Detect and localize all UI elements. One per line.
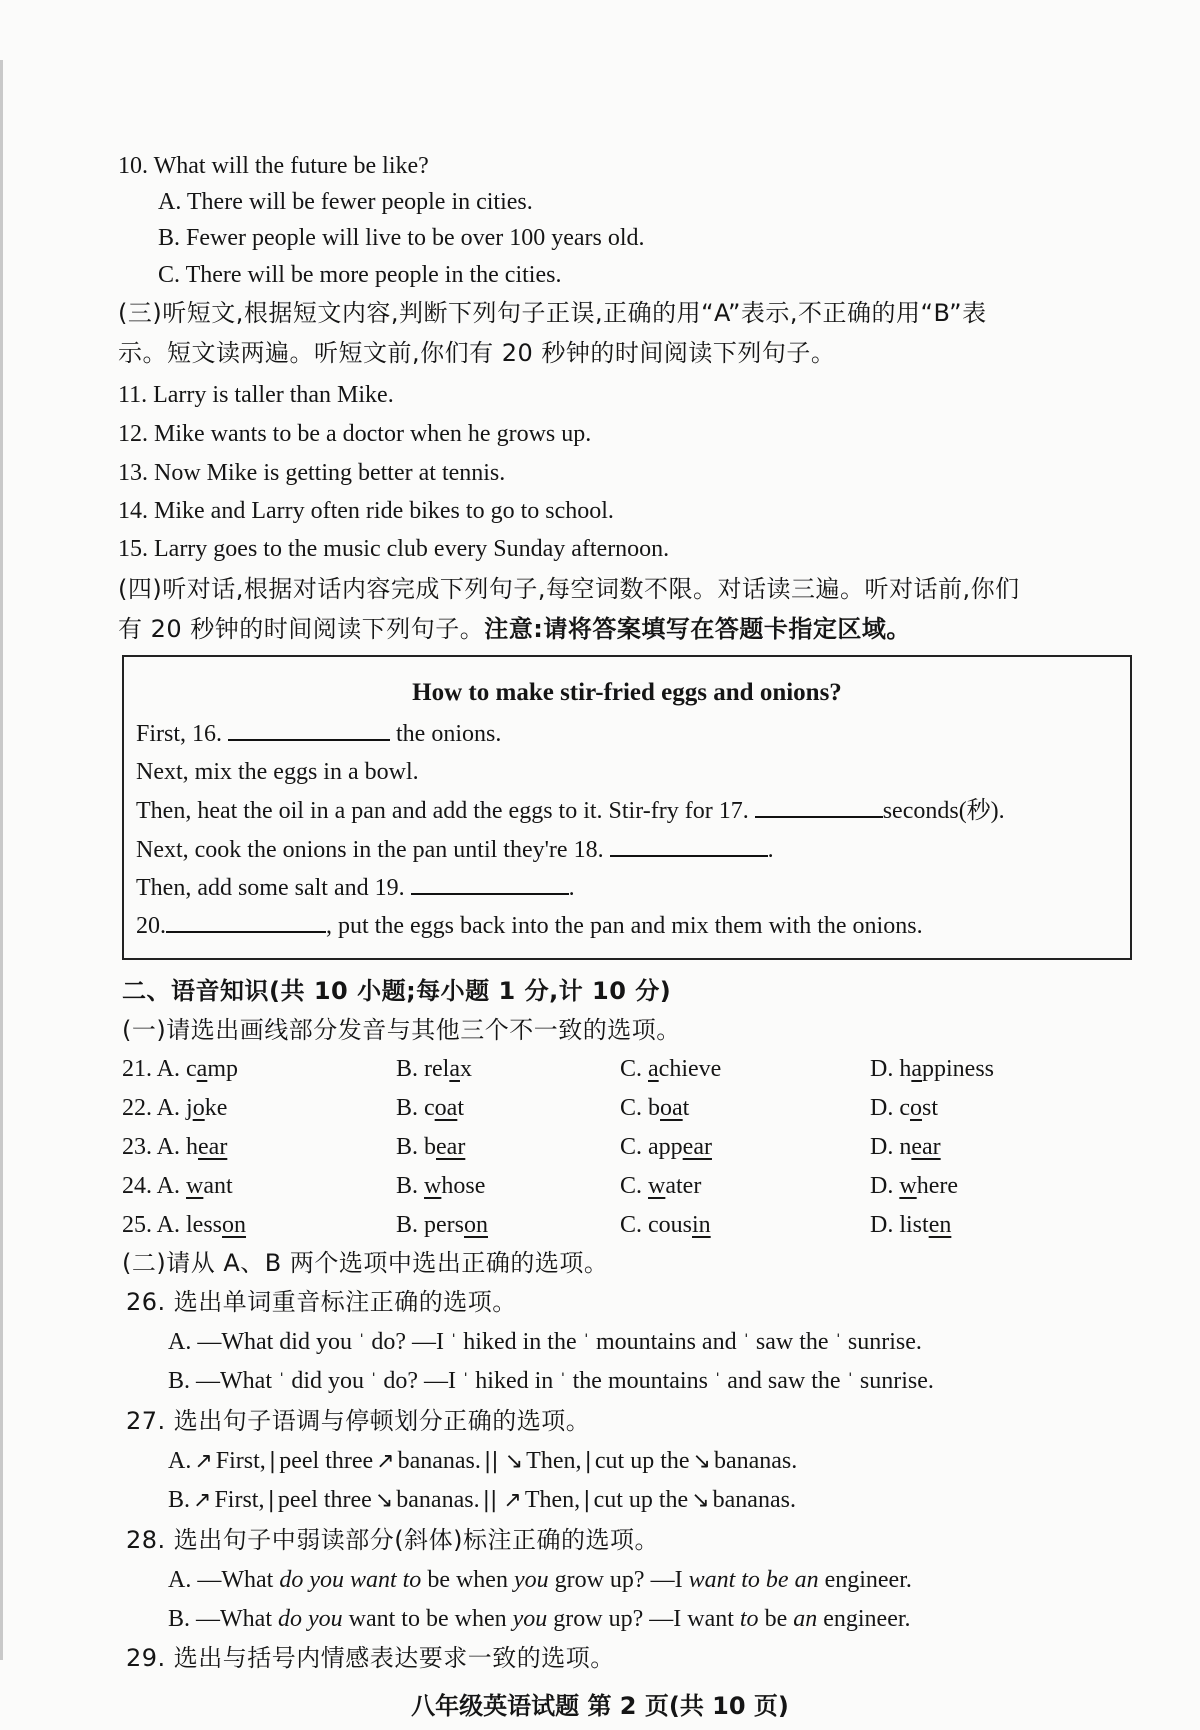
- option-text: c: [186, 1056, 197, 1082]
- underlined-letters: a: [449, 1056, 460, 1082]
- phonetic-option-22-b: [396, 1092, 464, 1124]
- option-text: C. cous: [620, 1212, 692, 1238]
- recipe-line-17-pre: Then, heat the oil in a pan and add the eggs to it. Stir-fry for 17.: [136, 798, 749, 824]
- q10-option-a: A. There will be fewer people in cities.: [158, 189, 533, 215]
- section4-heading-line2: [118, 613, 911, 646]
- q27-a-seg: bananas.: [713, 1448, 798, 1474]
- recipe-line-17-post: seconds(秒).: [882, 798, 1005, 824]
- q28-a-weak: you: [513, 1567, 549, 1593]
- q27-b-seg: First,: [214, 1487, 265, 1513]
- option-text: less: [186, 1212, 223, 1238]
- phonetic-option-23-b: [396, 1131, 465, 1163]
- recipe-line-16: [136, 717, 501, 750]
- phonetic-option-24-c: [620, 1170, 701, 1202]
- option-text: chieve: [658, 1056, 722, 1082]
- phonetic-option-24-b: [396, 1170, 485, 1202]
- q26-a-seg: mountains and: [595, 1329, 737, 1355]
- underlined-letters: w: [899, 1173, 917, 1199]
- option-text: B. rel: [396, 1056, 450, 1082]
- underlined-letters: en: [928, 1212, 952, 1238]
- option-text: C.: [620, 1056, 649, 1082]
- q26-a-seg: sunrise.: [847, 1329, 922, 1355]
- rising-arrow-icon: ↗: [193, 1488, 212, 1513]
- option-text: C.: [620, 1173, 649, 1199]
- phonetic-option-25-b: [396, 1209, 488, 1241]
- phonetic-option-23-c: [620, 1131, 712, 1163]
- recipe-line-mix: Next, mix the eggs in a bowl.: [136, 759, 419, 785]
- option-text: st: [921, 1095, 938, 1121]
- option-text: ke: [204, 1095, 228, 1121]
- q28-b-seg: be: [758, 1606, 794, 1632]
- blank-17[interactable]: [755, 794, 883, 818]
- q27-a-seg: cut up the: [594, 1448, 690, 1474]
- q26-a-seg: A. —What did you: [168, 1329, 352, 1355]
- falling-arrow-icon: ↘: [374, 1488, 394, 1513]
- recipe-line-16-post: the onions.: [396, 721, 502, 747]
- q26-b-seg: and saw the: [727, 1368, 841, 1394]
- option-text: ppiness: [922, 1056, 994, 1082]
- q27-a-seg: A.: [168, 1448, 192, 1474]
- phonetic-option-25-d: [870, 1209, 951, 1241]
- q28-a-seg: engineer.: [818, 1567, 912, 1593]
- section3-heading-line1: (三)听短文,根据短文内容,判断下列句子正误,正确的用“A”表示,不正确的用“B”表: [118, 299, 987, 327]
- pause-mark: |: [583, 1488, 591, 1513]
- option-text: j: [186, 1095, 193, 1121]
- stress-mark: ˈ: [742, 1329, 750, 1354]
- q28-a-seg: A. —What: [168, 1567, 280, 1593]
- falling-arrow-icon: ↘: [692, 1449, 711, 1474]
- double-pause-mark: ||: [482, 1488, 498, 1513]
- underlined-letters: o: [192, 1095, 205, 1121]
- q28-b-seg: B. —What: [168, 1606, 278, 1632]
- option-text: B. pers: [396, 1212, 464, 1238]
- q26-option-b: [168, 1365, 934, 1397]
- page-edge: [0, 60, 3, 1660]
- option-text: ant: [203, 1173, 233, 1199]
- q27-b-seg: B.: [168, 1487, 191, 1513]
- underlined-letters: a: [196, 1056, 208, 1082]
- underlined-letters: ear: [911, 1134, 941, 1160]
- statement-11: 11. Larry is taller than Mike.: [118, 382, 394, 408]
- phonetic-option-25-a: [122, 1209, 246, 1241]
- underlined-letters: oa: [434, 1095, 458, 1121]
- q26-option-a: [168, 1326, 922, 1358]
- phonetic-option-21-a: [122, 1053, 238, 1085]
- stress-mark: ˈ: [357, 1329, 366, 1354]
- double-pause-mark: ||: [483, 1449, 499, 1474]
- option-text: 21. A.: [122, 1056, 187, 1082]
- q27-b-seg: Then,: [524, 1487, 581, 1513]
- recipe-line-20-pre: 20.: [136, 913, 166, 939]
- statement-13: 13. Now Mike is getting better at tennis.: [118, 460, 506, 486]
- underlined-letters: ear: [436, 1134, 466, 1160]
- q10-option-c: C. There will be more people in the cities.: [158, 262, 562, 288]
- q28-a-weak: do you want to: [279, 1567, 422, 1593]
- q26-stem: 26. 选出单词重音标注正确的选项。: [126, 1288, 517, 1316]
- q28-stem: 28. 选出句子中弱读部分(斜体)标注正确的选项。: [126, 1526, 660, 1554]
- option-text: B.: [396, 1173, 425, 1199]
- option-text: C. b: [620, 1095, 661, 1121]
- rising-arrow-icon: ↗: [194, 1449, 213, 1474]
- part2-sub2: (二)请从 A、B 两个选项中选出正确的选项。: [122, 1249, 609, 1277]
- q27-a-seg: First,: [215, 1448, 266, 1474]
- falling-arrow-icon: ↘: [504, 1449, 524, 1474]
- option-text: 24. A.: [122, 1173, 187, 1199]
- option-text: B. b: [396, 1134, 437, 1160]
- option-text: t: [682, 1095, 690, 1121]
- phonetic-option-24-a: [122, 1170, 233, 1202]
- pause-mark: |: [267, 1488, 275, 1513]
- q26-b-seg: the mountains: [572, 1368, 708, 1394]
- q27-b-seg: bananas.: [712, 1487, 796, 1513]
- underlined-letters: w: [648, 1173, 666, 1199]
- section4-heading-plain: 有 20 秒钟的时间阅读下列句子。: [118, 615, 485, 643]
- part2-sub1: (一)请选出画线部分发音与其他三个不一致的选项。: [122, 1016, 681, 1044]
- phonetic-option-22-d: [870, 1092, 938, 1124]
- option-text: C. app: [620, 1134, 683, 1160]
- stress-mark: ˈ: [277, 1368, 286, 1393]
- phonetic-option-24-d: [870, 1170, 958, 1202]
- q27-b-seg: peel three: [277, 1487, 372, 1513]
- q28-a-seg: grow up? —I: [548, 1567, 689, 1593]
- q28-b-weak: an: [793, 1606, 818, 1632]
- q27-a-seg: peel three: [279, 1448, 374, 1474]
- underlined-letters: on: [222, 1212, 247, 1238]
- q26-b-seg: do? —I: [383, 1368, 456, 1394]
- underlined-letters: in: [692, 1212, 711, 1238]
- option-text: D. c: [870, 1095, 910, 1121]
- option-text: x: [459, 1056, 472, 1082]
- statement-15: 15. Larry goes to the music club every Sunday afternoon.: [118, 536, 670, 562]
- underlined-letters: w: [186, 1173, 204, 1199]
- falling-arrow-icon: ↘: [691, 1488, 710, 1513]
- stress-mark: ˈ: [449, 1329, 458, 1354]
- phonetic-option-25-c: [620, 1209, 711, 1241]
- blank-18[interactable]: [610, 833, 768, 857]
- pause-mark: |: [584, 1449, 592, 1474]
- recipe-line-20-post: , put the eggs back into the pan and mix them with the onions.: [326, 913, 923, 939]
- underlined-letters: ear: [682, 1134, 712, 1160]
- blank-20[interactable]: [166, 909, 326, 933]
- section4-heading-line1: (四)听对话,根据对话内容完成下列句子,每空词数不限。对话读三遍。听对话前,你们: [118, 575, 1020, 603]
- q27-a-seg: Then,: [526, 1448, 582, 1474]
- option-text: D. list: [870, 1212, 929, 1238]
- option-text: h: [186, 1134, 199, 1160]
- phonetic-option-23-d: [870, 1131, 941, 1163]
- phonetic-option-21-c: [620, 1053, 721, 1085]
- option-text: 25. A.: [122, 1212, 187, 1238]
- underlined-letters: w: [424, 1173, 442, 1199]
- blank-19[interactable]: [411, 871, 569, 895]
- q28-option-b: [168, 1603, 911, 1635]
- option-text: here: [916, 1173, 958, 1199]
- stress-mark: ˈ: [834, 1329, 842, 1354]
- blank-16[interactable]: [228, 717, 390, 741]
- recipe-line-18-post: .: [767, 837, 774, 863]
- rising-arrow-icon: ↗: [503, 1488, 522, 1513]
- stress-mark: ˈ: [713, 1368, 722, 1393]
- phonetic-option-21-d: [870, 1053, 994, 1085]
- recipe-line-19-pre: Then, add some salt and 19.: [136, 875, 405, 901]
- phonetic-option-22-a: [122, 1092, 227, 1124]
- recipe-line-20: [136, 909, 923, 942]
- stress-mark: ˈ: [461, 1368, 470, 1393]
- stress-mark: ˈ: [559, 1368, 567, 1393]
- option-text: 23. A.: [122, 1134, 187, 1160]
- q27-stem: 27. 选出句子语调与停顿划分正确的选项。: [126, 1407, 591, 1435]
- q10-question: 10. What will the future be like?: [118, 153, 429, 179]
- phonetic-option-23-a: [122, 1131, 227, 1163]
- option-text: D. n: [870, 1134, 912, 1160]
- q26-b-seg: hiked in: [475, 1368, 554, 1394]
- q10-option-b: B. Fewer people will live to be over 100 years old.: [158, 225, 645, 251]
- underlined-letters: o: [909, 1095, 922, 1121]
- section3-heading-line2: 示。短文读两遍。听短文前,你们有 20 秒钟的时间阅读下列句子。: [118, 339, 836, 367]
- recipe-line-18: [136, 833, 774, 866]
- q29-stem: 29. 选出与括号内情感表达要求一致的选项。: [126, 1644, 615, 1672]
- stress-mark: ˈ: [582, 1329, 590, 1354]
- q27-b-seg: bananas.: [396, 1487, 480, 1513]
- option-text: B. c: [396, 1095, 435, 1121]
- q26-a-seg: do? —I: [371, 1329, 444, 1355]
- q28-b-seg: want to be when: [342, 1606, 513, 1632]
- q27-a-seg: bananas.: [397, 1448, 481, 1474]
- underlined-letters: oa: [660, 1095, 683, 1121]
- pause-mark: |: [268, 1449, 277, 1474]
- q28-b-weak: to: [739, 1606, 759, 1632]
- option-text: mp: [207, 1056, 238, 1082]
- recipe-box: [122, 655, 1132, 960]
- option-text: D. h: [870, 1056, 912, 1082]
- q28-b-seg: engineer.: [817, 1606, 911, 1632]
- q26-a-seg: saw the: [755, 1329, 829, 1355]
- q26-b-seg: sunrise.: [859, 1368, 934, 1394]
- underlined-letters: a: [648, 1056, 659, 1082]
- q27-option-a: [168, 1445, 797, 1478]
- page-footer: 八年级英语试题 第 2 页(共 10 页): [411, 1692, 789, 1720]
- q28-option-a: [168, 1564, 912, 1596]
- option-text: hose: [441, 1173, 486, 1199]
- statement-12: 12. Mike wants to be a doctor when he grows up.: [118, 421, 592, 447]
- recipe-title: How to make stir-fried eggs and onions?: [412, 679, 842, 706]
- underlined-letters: ear: [198, 1134, 228, 1160]
- section4-heading-notice: 注意:请将答案填写在答题卡指定区域。: [484, 615, 911, 643]
- q27-b-seg: cut up the: [593, 1487, 689, 1513]
- option-text: t: [457, 1095, 464, 1121]
- stress-mark: ˈ: [369, 1368, 378, 1393]
- q26-b-seg: B. —What: [168, 1368, 272, 1394]
- recipe-line-17: [136, 794, 1005, 827]
- q28-b-seg: grow up? —I want: [547, 1606, 740, 1632]
- q28-a-weak: want to be an: [688, 1567, 819, 1593]
- underlined-letters: on: [464, 1212, 488, 1238]
- q28-b-weak: you: [512, 1606, 548, 1632]
- phonetic-option-21-b: [396, 1053, 472, 1085]
- recipe-line-18-pre: Next, cook the onions in the pan until they're 18.: [136, 837, 604, 863]
- part2-heading: 二、语音知识(共 10 小题;每小题 1 分,计 10 分): [122, 977, 672, 1005]
- underlined-letters: a: [911, 1056, 922, 1082]
- q26-b-seg: did you: [291, 1368, 364, 1394]
- q28-b-weak: do you: [277, 1606, 343, 1632]
- option-text: 22. A.: [122, 1095, 187, 1121]
- option-text: ater: [665, 1173, 702, 1199]
- phonetic-option-22-c: [620, 1092, 689, 1124]
- statement-14: 14. Mike and Larry often ride bikes to go to school.: [118, 498, 614, 524]
- q27-option-b: [168, 1484, 796, 1517]
- recipe-line-16-pre: First, 16.: [136, 721, 223, 747]
- recipe-line-19: [136, 871, 575, 904]
- q26-a-seg: hiked in the: [463, 1329, 577, 1355]
- recipe-line-19-post: .: [568, 875, 575, 901]
- stress-mark: ˈ: [846, 1368, 854, 1393]
- rising-arrow-icon: ↗: [376, 1449, 395, 1474]
- option-text: D.: [870, 1173, 900, 1199]
- q28-a-seg: be when: [421, 1567, 514, 1593]
